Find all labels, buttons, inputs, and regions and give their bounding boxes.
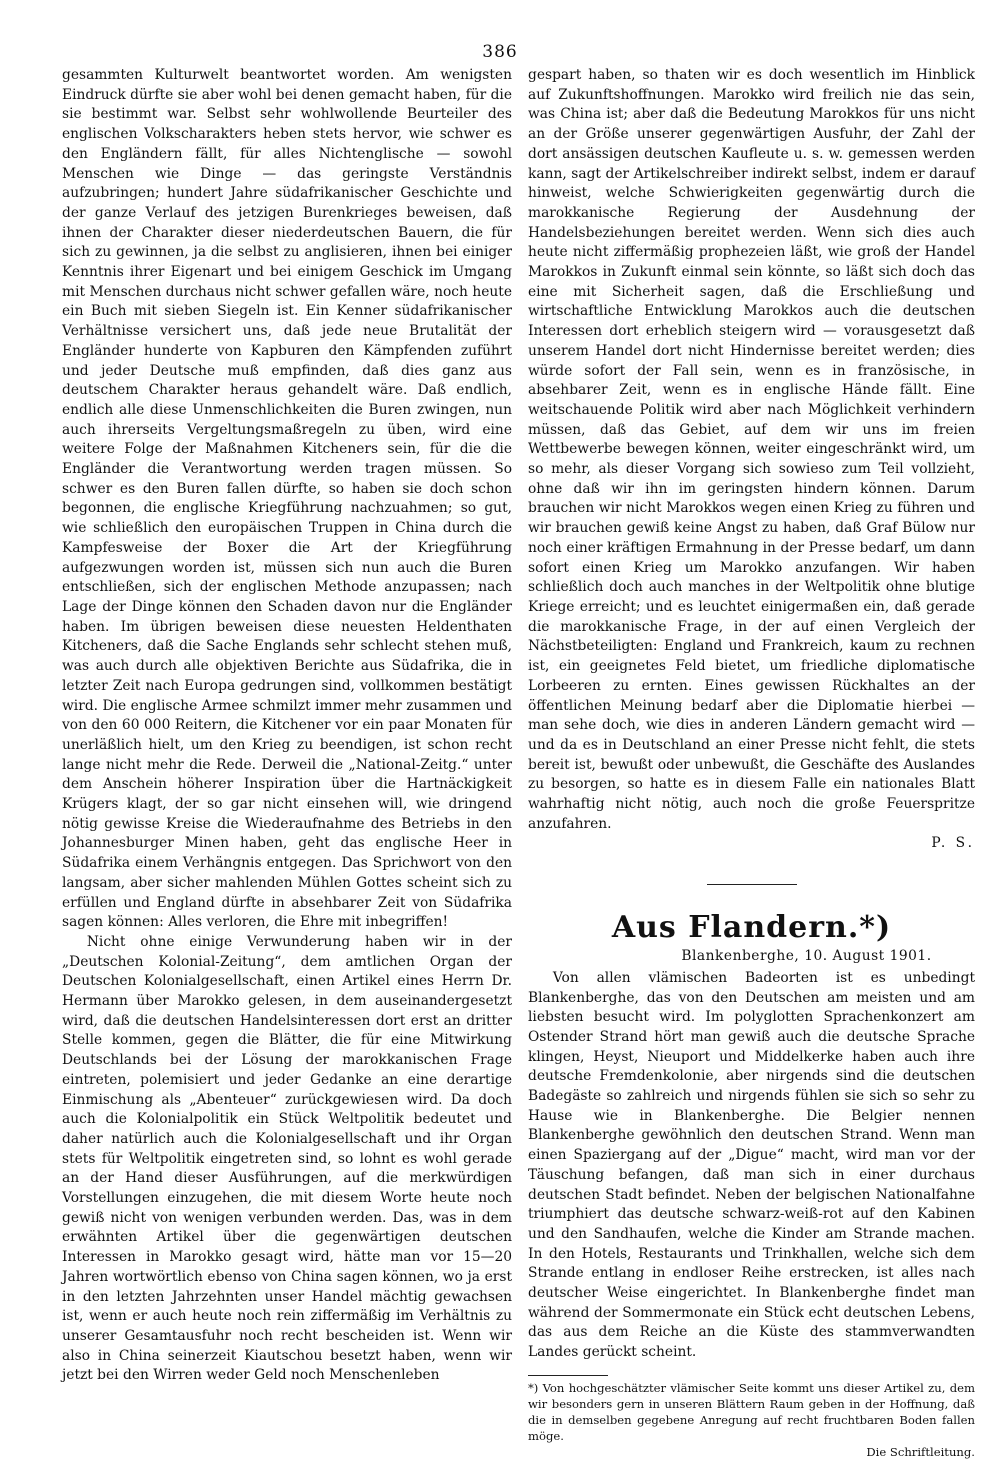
page-number: 386 [482,42,518,62]
paragraph: Nicht ohne einige Verwunderung haben wir in der „Deutschen Kolonial-Zeitung“, dem amtlichen Organ der Deutschen Kolonialgesellschaft, einen Artikel eines Herrn Dr. Hermann über Marokko gelesen, in dem auseinandergesetzt wird, daß die deutschen Handelsinteressen dort erst an dritter Stelle kommen, gegen die Blätter, die für eine Mitwirkung Deutschlands bei der Lösung der marokkanischen Frage eintreten, polemisiert und jeder Gedanke an eine derartige Einmischung als „Abenteuer“ zurückgewiesen wird. Da doch auch die Kolonialpolitik ein Stück Weltpolitik bedeutet und daher natürlich auch die Kolonialgesellschaft und ihr Organ stets für Weltpolitik eingetreten sind, so lohnt es wohl gerade an der Hand dieser Ausführungen, auf die merkwürdigen Vorstellungen einzugehen, die mit diesem Worte heute noch gewiß nicht von wenigen verbunden werden. Das, was in dem erwähnten Artikel über die gegenwärtigen deutschen Interessen in Marokko gesagt wird, hätte man vor 15—20 Jahren wortwörtlich ebenso von China sagen können, wo ja erst in den letzten Jahrzehnten unser Handel mächtig gewachsen ist, wenn er auch heute noch rein ziffermäßig im Verhältnis zu unserer Gesamtausfuhr noch recht bescheiden ist. Wenn wir also in China seinerzeit Kiautschou besetzt haben, wenn wir jetzt bei den Wirren weder Geld noch Menschenleben [62,933,512,1384]
footnote-divider [528,1375,608,1376]
paragraph: gespart haben, so thaten wir es doch wesentlich im Hinblick auf Zukunftshoffnungen. Marokko wird freilich nie das sein, was China ist; aber daß die Bedeutung Marokkos für uns nicht an der Größe unserer gegenwärtigen Ausfuhr, der Zahl der dort ansässigen deutschen Kaufleute u. s. w. gemessen werden kann, sagt der Artikelschreiber indirekt selbst, indem er darauf hinweist, welche Schwierigkeiten gegenwärtig durch die marokkanische Regierung der Ausdehnung der Handelsbeziehungen bereitet werden. Wenn sich dies auch heute nicht ziffermäßig prophezeien läßt, wie groß der Handel Marokkos in Zukunft einmal sein könnte, so läßt sich doch das eine mit Sicherheit sagen, daß die Erschließung und wirtschaftliche Entwicklung Marokkos auch die deutschen Interessen dort erheblich steigern wird — vorausgesetzt daß unserem Handel dort nicht Hindernisse bereitet werden; dies würde sofort der Fall sein, wenn es in französische, in absehbarer Zeit, wenn es in englische Hände fällt. Eine weitschauende Politik wird aber nach Möglichkeit verhindern müssen, daß das Gebiet, auf dem wir uns im freien Wettbewerbe bewegen können, weiter eingeschränkt wird, um so mehr, als dieser Vorgang sich sowieso zum Teil vollzieht, ohne daß wir ihn im geringsten hindern können. Darum brauchen wir nicht Marokkos wegen einen Krieg zu führen und wir brauchen gewiß keine Angst zu haben, daß Graf Bülow nur noch einer kräftigen Ermahnung in der Presse bedarf, um dann sofort einen Krieg um Marokko anzufangen. Wir haben schließlich doch auch manches in der Weltpolitik ohne blutige Kriege erreicht; und es leuchtet einigermaßen ein, daß gerade die marokkanische Frage, in der auf einen Vergleich der Nächstbeteiligten: England und Frankreich, kaum zu rechnen ist, ein geeignetes Feld bietet, um friedliche diplomatische Lorbeeren zu ernten. Eines gewissen Rückhaltes an der öffentlichen Meinung bedarf aber die Diplomatie hierbei — man sehe doch, wie dies in anderen Ländern gemacht wird — und da es in Deutschland an einer Presse nicht fehlt, die stets bereit ist, bewußt oder unbewußt, die Geschäfte des Auslandes zu besorgen, so hatte es in diesem Falle ein nationales Blatt wahrhaftig nicht nötig, auch noch die große Feuerspritze anzufahren. [528,67,975,832]
footnote-text: *) Von hochgeschätzter vlämischer Seite kommt uns dieser Artikel zu, dem wir besonders gern in unseren Blättern Raum geben in der Hoffnung, daß die in demselben gegebene Anregung auf recht fruchtbaren Boden fallen möge. [528,1380,975,1443]
article-body: Von allen vlämischen Badeorten ist es unbedingt Blankenberghe, das von den Deutschen am meisten und am liebsten besucht wird. Im polyglotten Sprachenkonzert am Ostender Strand hört man gewiß auch die deutsche Sprache klingen, Heyst, Nieuport und Middelkerke haben auch ihre deutsche Fremdenkolonie, aber nirgends sind die deutschen Badegäste so zahlreich und nirgends fühlen sie sich so sehr zu Hause wie in Blankenberghe. Die Belgier nennen Blankenberghe gewöhnlich den deutschen Strand. Wenn man einen Spaziergang auf der „Digue“ macht, wird man vor der Täuschung befangen, daß man sich in einer durchaus deutschen Stadt befindet. Neben der belgischen Nationalfahne triumphiert das deutsche schwarz-weiß-rot auf den Kabinen und den Sandhaufen, welche die Kinder am Strande machen. In den Hotels, Restaurants und Trinkhallen, welche sich dem Strande entlang in endloser Reihe erstrecken, ist alles nach deutscher Weise eingerichtet. In Blankenberghe findet man während der Sommermonate ein Stück echt deutschen Lebens, das aus dem Reiche an die Küste des stammverwandten Landes gerückt scheint. [528,969,975,1361]
article-dateline: Blankenberghe, 10. August 1901. [681,948,932,965]
footnote [528,1380,975,1460]
article-title: Aus Flandern.*) [611,910,892,946]
paragraph: gesammten Kulturwelt beantwortet worden. Am wenigsten Eindruck dürfte sie aber wohl bei denen gemacht haben, für die sie bestimmt war. Selbst sehr wohlwollende Beurteiler des englischen Volkscharakters heben stets hervor, wie schwer es den Engländern fällt, für alles Nichtenglische — sowohl Menschen wie Dinge — das geringste Verständnis aufzubringen; hundert Jahre südafrikanischer Geschichte und der ganze Verlauf des jetzigen Burenkrieges beweisen, daß ihnen der Charakter dieser niederdeutschen Bauern, die für sich zu gewinnen, ja die selbst zu anglisieren, ihnen bei einiger Kenntnis ihrer Eigenart und bei einigem Geschick im Umgang mit Menschen durchaus nicht schwer gefallen wäre, noch heute ein Buch mit sieben Siegeln ist. Ein Kenner südafrikanischer Verhältnisse versichert uns, daß jede neue Brutalität der Engländer hunderte von Kapburen den Kämpfenden zuführt und jeder Deutsche muß empfinden, daß dies ganz aus deutschem Charakter heraus gehandelt wäre. Daß endlich, endlich alle diese Unmenschlichkeiten die Buren zwingen, nun auch ihrerseits Vergeltungsmaßregeln zu üben, wird eine weitere Folge der Maßnahmen Kitcheners sein, für die die Engländer die Verantwortung werden tragen müssen. So schwer es den Buren fallen dürfte, so haben sie doch schon begonnen, die englische Kriegführung nachzuahmen; so gut, wie schließlich den europäischen Truppen in China durch die Kampfesweise der Boxer die Art der Kriegführung aufgezwungen worden ist, müssen sich nun auch die Buren entschließen, sich der englischen Methode anzupassen; nach Lage der Dinge können den Schaden davon nur die Engländer haben. Im übrigen beweisen diese neuesten Heldenthaten Kitcheners, daß die Sache Englands sehr schlecht stehen muß, was auch durch alle objektiven Berichte aus Südafrika, die in letzter Zeit nach Europa gedrungen sind, vollkommen bestätigt wird. Die englische Armee schmilzt immer mehr zusammen und von den 60 000 Reitern, die Kitchener vor ein paar Monaten für unerläßlich hielt, um den Krieg zu beendigen, ist schon recht lange nicht mehr die Rede. Derweil die „National-Zeitg.“ unter dem Anschein höherer Inspiration über die Hartnäckigkeit Krügers klagt, der so gar nicht einsehen will, wie dringend nötig gewisse Kreise die Wiederaufnahme des Betriebs in den Johannesburger Minen haben, geht das englische Heer in Südafrika einem Verhängnis entgegen. Das Sprichwort von den langsam, aber sicher mahlenden Mühlen Gottes scheint sich zu erfüllen und England dürfte in absehbarer Zeit von Südafrika sagen können: Alles verloren, die Ehre mit inbegriffen! [62,67,512,931]
article-signature: P. S. [931,835,975,852]
footnote-signature: Die Schriftleitung. [866,1444,975,1459]
section-divider [707,884,797,885]
left-column [62,66,512,1411]
right-column [528,66,975,1459]
